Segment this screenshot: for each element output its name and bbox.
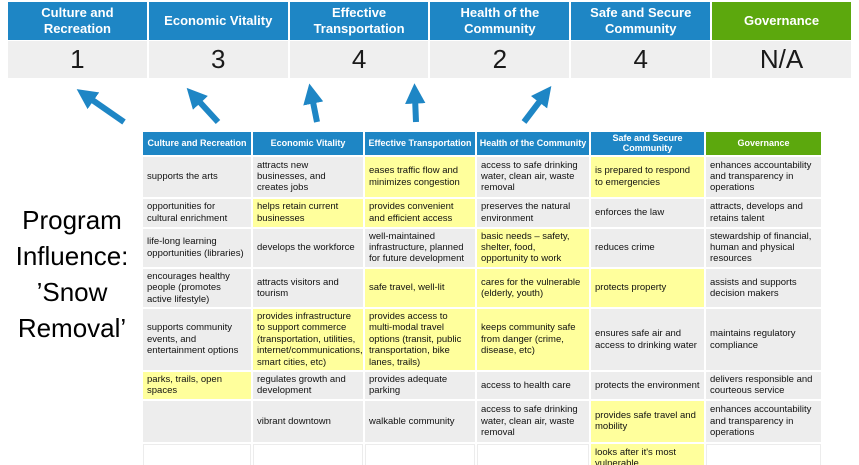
- score-column-label: Health of the Community: [430, 2, 569, 40]
- matrix-cell-r1-c4: enforces the law: [591, 199, 704, 227]
- matrix-row-6: [143, 401, 821, 442]
- matrix-cell-r0-c3: access to safe drinking water, clean air, waste removal: [477, 157, 589, 197]
- matrix-cell-r2-c0: life-long learning opportunities (libraries): [143, 229, 251, 267]
- score-bar: [8, 2, 851, 78]
- score-column-4: [571, 2, 710, 78]
- score-column-3: [430, 2, 569, 78]
- matrix-cell-r6-c2: walkable community: [365, 401, 475, 442]
- matrix-cell-r4-c5: maintains regulatory compliance: [706, 309, 821, 370]
- matrix-cell-r4-c1: provides infrastructure to support commerce (transportation, utilities, internet/communications, smart cities, etc): [253, 309, 363, 370]
- matrix-cell-r6-c3: access to safe drinking water, clean air, waste removal: [477, 401, 589, 442]
- program-influence-title: [0, 203, 144, 347]
- matrix-cell-r1-c3: preserves the natural environment: [477, 199, 589, 227]
- arrow-icon: [196, 98, 218, 122]
- matrix-cell-r1-c5: attracts, develops and retains talent: [706, 199, 821, 227]
- matrix-cell-r5-c0: parks, trails, open spaces: [143, 372, 251, 399]
- matrix-cell-r2-c4: reduces crime: [591, 229, 704, 267]
- matrix-cell-r3-c1: attracts visitors and tourism: [253, 269, 363, 307]
- score-value: 2: [430, 41, 569, 78]
- matrix-cell-r2-c3: basic needs – safety, shelter, food, opportunity to work: [477, 229, 589, 267]
- score-column-label: Economic Vitality: [149, 2, 288, 40]
- matrix-cell-r4-c3: keeps community safe from danger (crime, disease, etc): [477, 309, 589, 370]
- score-column-label: Governance: [712, 2, 851, 40]
- matrix-header-cell-4: Safe and Secure Community: [591, 132, 704, 155]
- matrix-row-5: [143, 372, 821, 399]
- matrix-cell-r5-c2: provides adequate parking: [365, 372, 475, 399]
- title-line: Program: [22, 205, 122, 235]
- matrix-cell-r7-c0: [143, 444, 251, 465]
- matrix-cell-r5-c5: delivers responsible and courteous service: [706, 372, 821, 399]
- matrix-cell-r1-c0: opportunities for cultural enrichment: [143, 199, 251, 227]
- matrix-header-cell-0: Culture and Recreation: [143, 132, 251, 155]
- matrix-cell-r0-c2: eases traffic flow and minimizes congestion: [365, 157, 475, 197]
- score-value: N/A: [712, 41, 851, 78]
- matrix-cell-r0-c0: supports the arts: [143, 157, 251, 197]
- matrix-body: [143, 157, 821, 465]
- matrix-cell-r6-c0: [143, 401, 251, 442]
- matrix-row-3: [143, 269, 821, 307]
- matrix-header-cell-2: Effective Transportation: [365, 132, 475, 155]
- matrix-row-0: [143, 157, 821, 197]
- matrix-cell-r3-c0: encourages healthy people (promotes active lifestyle): [143, 269, 251, 307]
- matrix-cell-r5-c1: regulates growth and development: [253, 372, 363, 399]
- influence-matrix-table: [141, 130, 823, 465]
- matrix-cell-r2-c1: develops the workforce: [253, 229, 363, 267]
- matrix-cell-r3-c3: cares for the vulnerable (elderly, youth): [477, 269, 589, 307]
- score-column-label: Effective Transportation: [290, 2, 429, 40]
- matrix-cell-r5-c4: protects the environment: [591, 372, 704, 399]
- matrix-cell-r2-c5: stewardship of financial, human and physical resources: [706, 229, 821, 267]
- matrix-cell-r3-c2: safe travel, well-lit: [365, 269, 475, 307]
- title-line: Removal’: [17, 312, 127, 343]
- matrix-row-4: [143, 309, 821, 370]
- matrix-cell-r1-c2: provides convenient and efficient access: [365, 199, 475, 227]
- influence-matrix: [141, 130, 823, 465]
- matrix-header-cell-1: Economic Vitality: [253, 132, 363, 155]
- matrix-cell-r4-c2: provides access to multi-modal travel options (transit, public transportation, bike lanes, trails): [365, 309, 475, 370]
- matrix-cell-r1-c1: helps retain current businesses: [253, 199, 363, 227]
- score-column-2: [290, 2, 429, 78]
- matrix-cell-r5-c3: access to health care: [477, 372, 589, 399]
- matrix-cell-r0-c5: enhances accountability and transparency in operations: [706, 157, 821, 197]
- arrow-icon: [524, 97, 543, 122]
- matrix-cell-r0-c1: attracts new businesses, and creates jobs: [253, 157, 363, 197]
- matrix-cell-r7-c3: [477, 444, 589, 465]
- title-line: ’Snow: [36, 276, 108, 307]
- matrix-row-2: [143, 229, 821, 267]
- matrix-cell-r0-c4: is prepared to respond to emergencies: [591, 157, 704, 197]
- score-column-label: Culture and Recreation: [8, 2, 147, 40]
- matrix-row-7: [143, 444, 821, 465]
- matrix-row-1: [143, 199, 821, 227]
- matrix-cell-r7-c5: [706, 444, 821, 465]
- score-value: 4: [290, 41, 429, 78]
- title-line: Influence:: [15, 240, 129, 271]
- score-value: 3: [149, 41, 288, 78]
- matrix-cell-r7-c2: [365, 444, 475, 465]
- matrix-cell-r3-c5: assists and supports decision makers: [706, 269, 821, 307]
- matrix-cell-r7-c4: looks after it's most vulnerable: [591, 444, 704, 465]
- matrix-cell-r6-c5: enhances accountability and transparency in operations: [706, 401, 821, 442]
- matrix-cell-r4-c4: ensures safe air and access to drinking water: [591, 309, 704, 370]
- arrow-icon: [415, 97, 416, 122]
- matrix-cell-r6-c1: vibrant downtown: [253, 401, 363, 442]
- matrix-cell-r2-c2: well-maintained infrastructure, planned for future development: [365, 229, 475, 267]
- matrix-header-row: [143, 132, 821, 155]
- arrow-icon: [88, 97, 124, 122]
- arrow-icon: [312, 97, 317, 122]
- matrix-header-cell-5: Governance: [706, 132, 821, 155]
- matrix-cell-r3-c4: protects property: [591, 269, 704, 307]
- score-column-label: Safe and Secure Community: [571, 2, 710, 40]
- score-value: 1: [8, 41, 147, 78]
- matrix-header-cell-3: Health of the Community: [477, 132, 589, 155]
- matrix-cell-r7-c1: [253, 444, 363, 465]
- matrix-cell-r4-c0: supports community events, and entertainment options: [143, 309, 251, 370]
- score-value: 4: [571, 41, 710, 78]
- score-column-0: [8, 2, 147, 78]
- matrix-cell-r6-c4: provides safe travel and mobility: [591, 401, 704, 442]
- score-column-1: [149, 2, 288, 78]
- score-column-5: [712, 2, 851, 78]
